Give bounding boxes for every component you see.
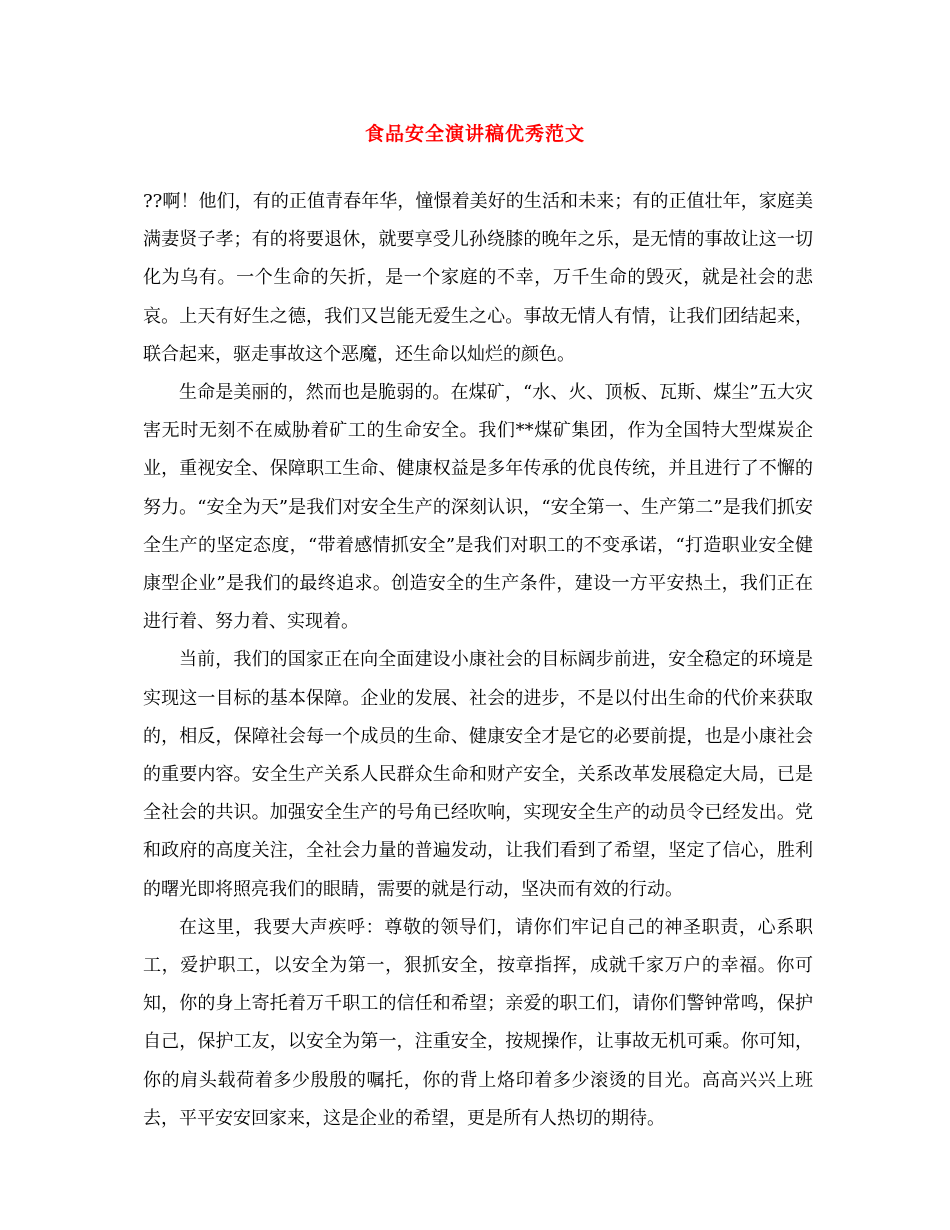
paragraph-2: 生命是美丽的，然而也是脆弱的。在煤矿，“水、火、顶板、瓦斯、煤尘”五大灾害无时无刻不在威胁着矿工的生命安全。我们**煤矿集团，作为全国特大型煤炭企业，重视安全、保障职工生命、健康权益是多年传承的优良传统，并且进行了不懈的努力。“安全为天”是我们对安全生产的深刻认识，“安全第一、生产第二”是我们抓安全生产的坚定态度，“带着感情抓安全”是我们对职工的不变承诺，“打造职业安全健康型企业”是我们的最终追求。创造安全的生产条件，建设一方平安热土，我们正在进行着、努力着、实现着。 (143, 382, 813, 633)
paragraph-1: ??啊！他们，有的正值青春年华，憧憬着美好的生活和未来；有的正值壮年，家庭美满妻贤子孝；有的将要退休，就要享受儿孙绕膝的晚年之乐，是无情的事故让这一切化为乌有。一个生命的矢折，是一个家庭的不幸，万千生命的毁灭，就是社会的悲哀。上天有好生之德，我们又岂能无爱生之心。事故无情人有情，让我们团结起来，联合起来，驱走事故这个恶魔，还生命以灿烂的颜色。 (143, 191, 813, 365)
document-body (143, 183, 813, 1138)
paragraph-4: 在这里，我要大声疾呼：尊敬的领导们，请你们牢记自己的神圣职责，心系职工，爱护职工，以安全为第一，狠抓安全，按章指挥，成就千家万户的幸福。你可知，你的身上寄托着万千职工的信任和希望；亲爱的职工们，请你们警钟常鸣，保护自己，保护工友，以安全为第一，注重安全，按规操作，让事故无机可乘。你可知，你的肩头载荷着多少殷殷的嘱托，你的背上烙印着多少滚烫的目光。高高兴兴上班去，平平安安回家来，这是企业的希望，更是所有人热切的期待。 (143, 916, 813, 1129)
document-title: 食品安全演讲稿优秀范文 (364, 123, 585, 145)
paragraph-3: 当前，我们的国家正在向全面建设小康社会的目标阔步前进，安全稳定的环境是实现这一目标的基本保障。企业的发展、社会的进步，不是以付出生命的代价来获取的，相反，保障社会每一个成员的生命、健康安全才是它的必要前提，也是小康社会的重要内容。安全生产关系人民群众生命和财产安全，关系改革发展稳定大局，已是全社会的共识。加强安全生产的号角已经吹响，实现安全生产的动员令已经发出。党和政府的高度关注，全社会力量的普遍发动，让我们看到了希望，坚定了信心，胜利的曙光即将照亮我们的眼睛，需要的就是行动，坚决而有效的行动。 (143, 649, 813, 900)
